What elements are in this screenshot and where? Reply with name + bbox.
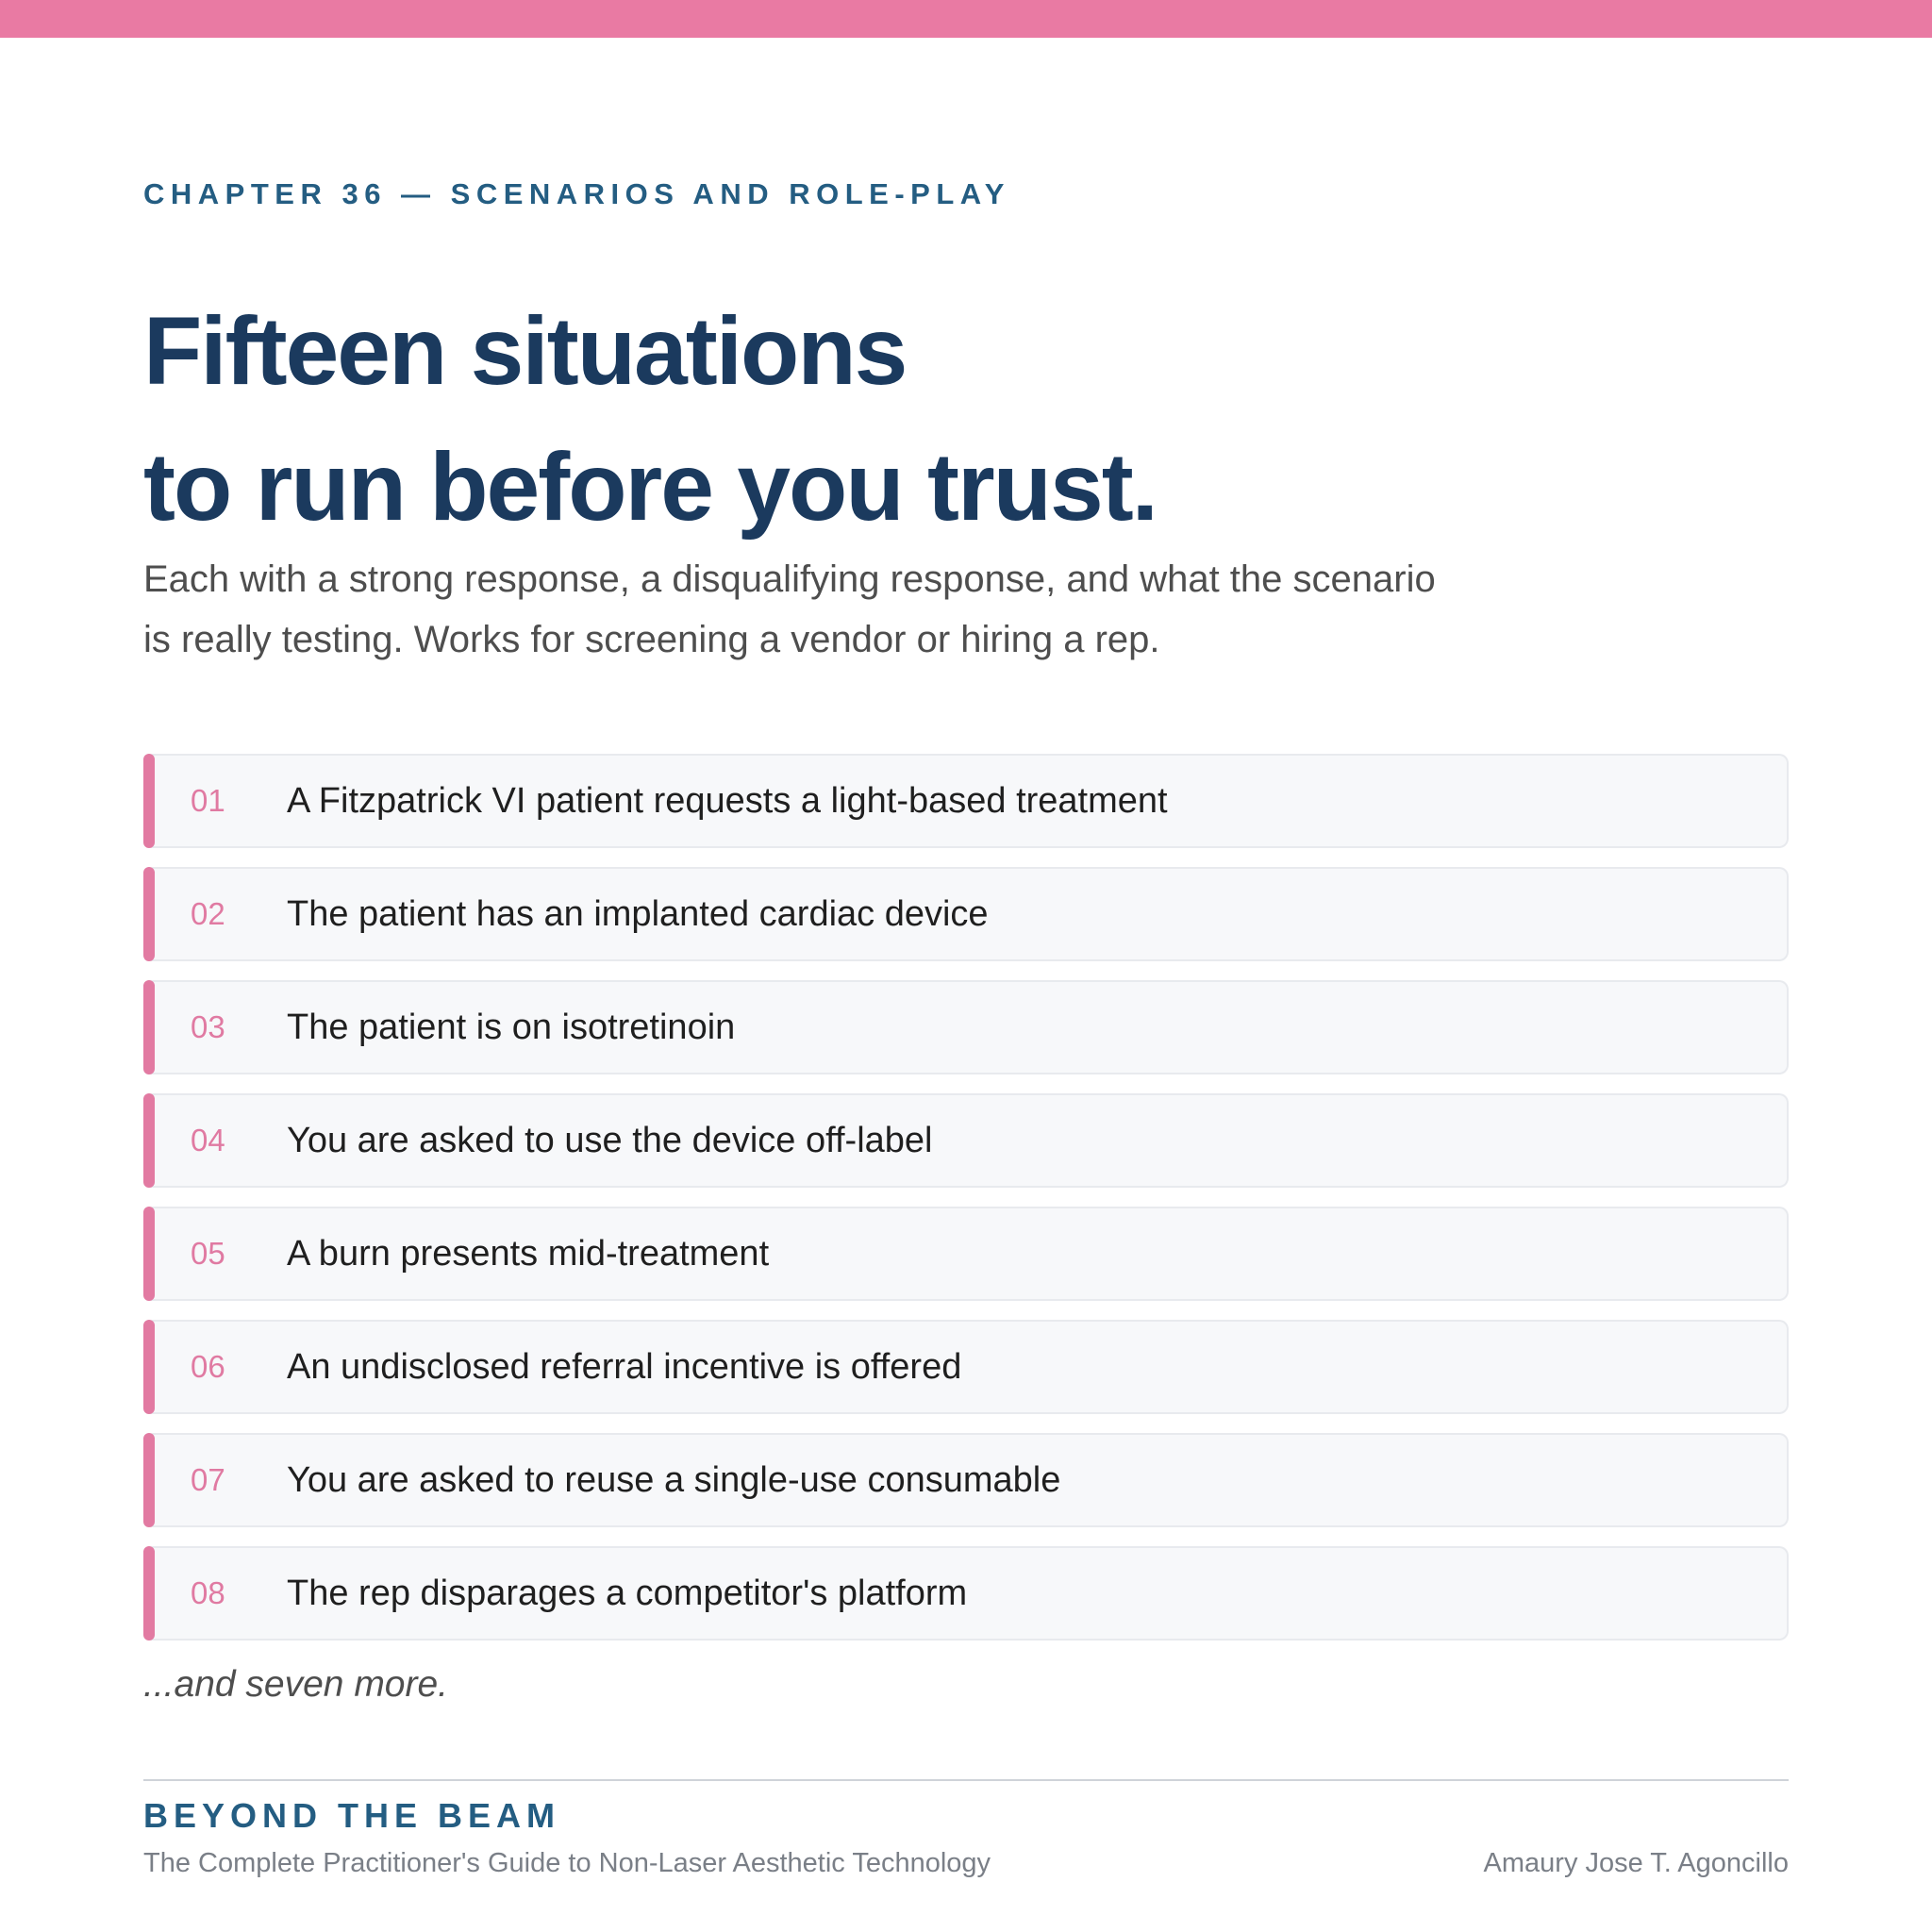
- scenario-text: The rep disparages a competitor's platform: [287, 1574, 968, 1613]
- scenario-text: An undisclosed referral incentive is offered: [287, 1347, 962, 1387]
- scenario-text: The patient has an implanted cardiac device: [287, 894, 989, 934]
- scenario-text: A burn presents mid-treatment: [287, 1234, 770, 1274]
- scenario-list: [143, 754, 1789, 1659]
- scenario-item: [143, 980, 1789, 1074]
- footer-author: Amaury Jose T. Agoncillo: [1483, 1848, 1789, 1878]
- scenario-item: [143, 867, 1789, 961]
- scenario-text: A Fitzpatrick VI patient requests a light-based treatment: [287, 781, 1168, 821]
- page-subtitle: Each with a strong response, a disqualifying response, and what the scenario is really testing. Works for screening a vendor or hiring a rep.: [143, 558, 1436, 660]
- page-title: [143, 283, 1157, 555]
- scenario-number: 02: [191, 896, 225, 931]
- scenario-number: 05: [191, 1236, 225, 1271]
- scenario-number: 07: [191, 1462, 225, 1497]
- footer-divider: [143, 1779, 1789, 1781]
- scenario-number: 06: [191, 1349, 225, 1384]
- chapter-kicker: CHAPTER 36 — SCENARIOS AND ROLE-PLAY: [143, 177, 1010, 210]
- title-line-1: Fifteen situations: [143, 297, 907, 405]
- scenario-text: The patient is on isotretinoin: [287, 1008, 736, 1047]
- scenario-item: [143, 1546, 1789, 1641]
- footer-brand: BEYOND THE BEAM: [143, 1796, 561, 1835]
- scenario-text: You are asked to reuse a single-use consumable: [287, 1460, 1061, 1500]
- title-line-2: to run before you trust.: [143, 433, 1157, 541]
- scenario-item: [143, 1207, 1789, 1301]
- scenario-number: 08: [191, 1575, 225, 1610]
- scenario-text: You are asked to use the device off-label: [287, 1121, 933, 1160]
- scenario-item: [143, 1320, 1789, 1414]
- footer-book-subtitle: The Complete Practitioner's Guide to Non-Laser Aesthetic Technology: [143, 1848, 991, 1878]
- scenario-number: 01: [191, 783, 225, 818]
- more-note: ...and seven more.: [143, 1664, 449, 1705]
- scenario-number: 04: [191, 1123, 225, 1158]
- scenario-item: [143, 1093, 1789, 1188]
- scenario-number: 03: [191, 1009, 225, 1044]
- top-accent-bar: [0, 0, 1932, 38]
- scenario-item: [143, 1433, 1789, 1527]
- scenario-item: [143, 754, 1789, 848]
